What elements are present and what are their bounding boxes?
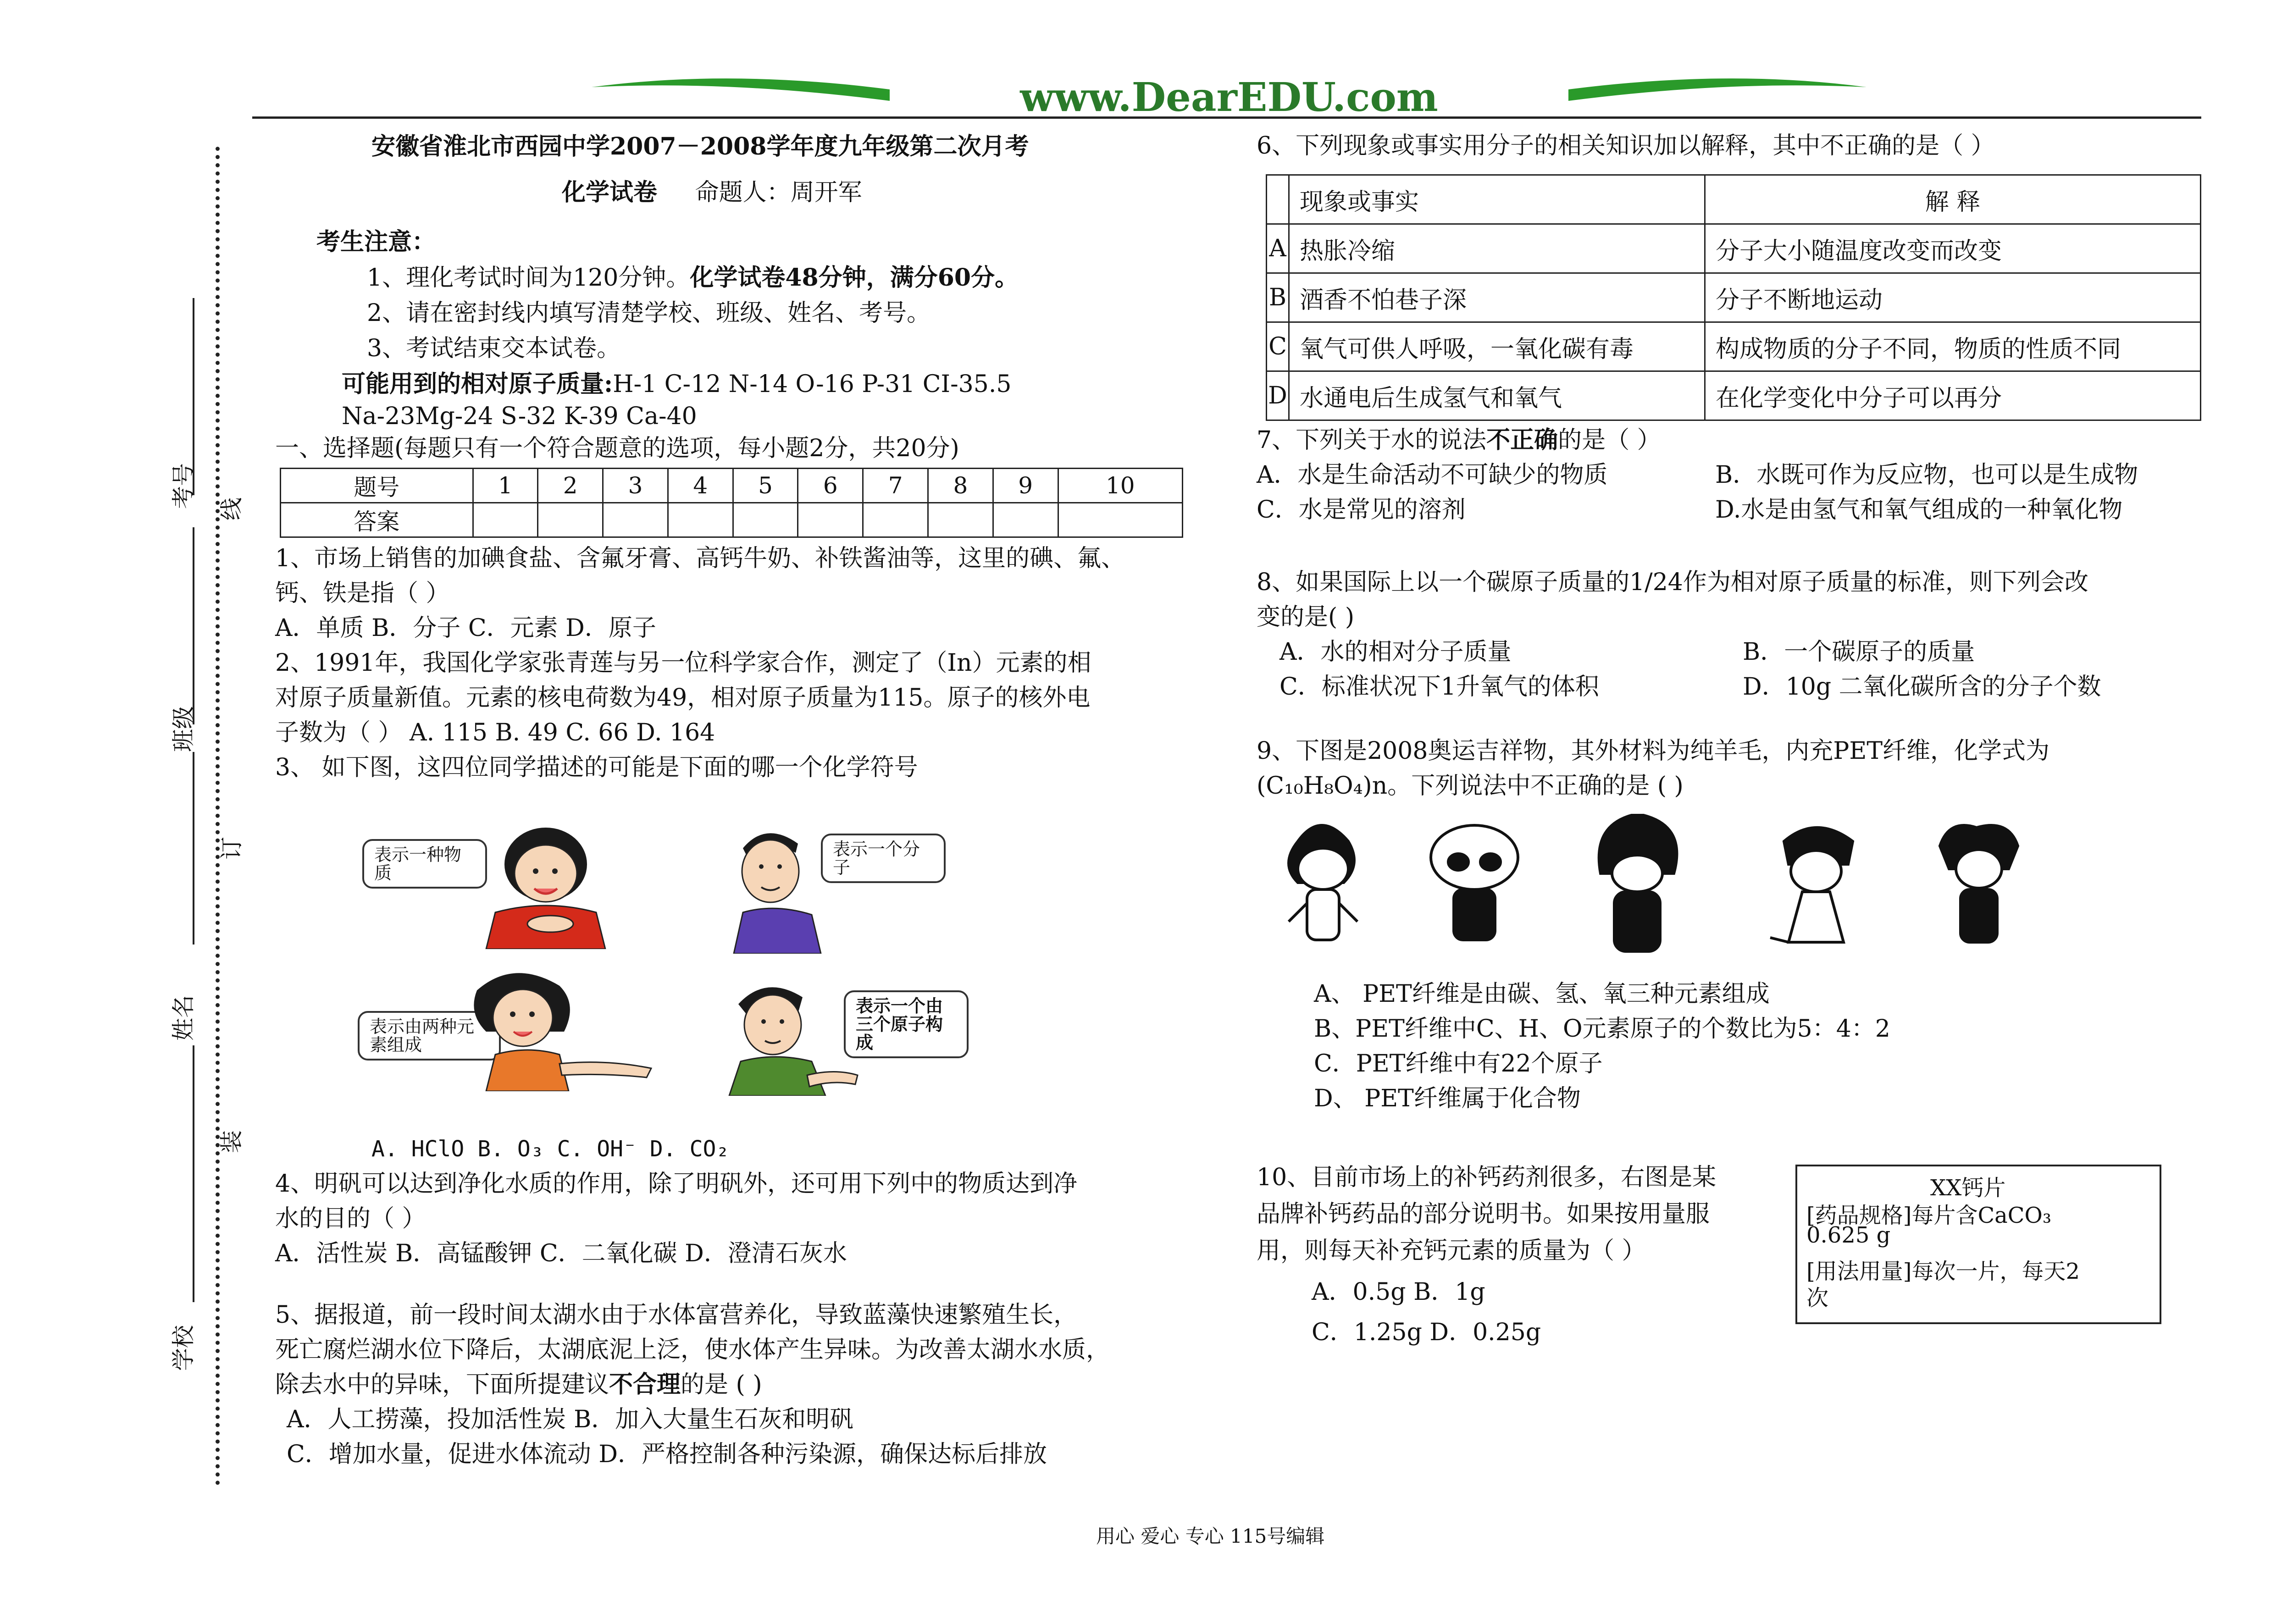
table-cell: B bbox=[1267, 273, 1289, 322]
q8-option-a: A．水的相对分子质量 bbox=[1279, 638, 1512, 666]
exam-subject: 化学试卷 命题人：周开军 bbox=[562, 178, 862, 206]
banji-label: 班级 bbox=[170, 706, 197, 752]
answer-table-row-number bbox=[281, 469, 1183, 503]
table-cell: 3 bbox=[603, 469, 668, 503]
q7-question: 7、下列关于水的说法不正确的是（ ） bbox=[1257, 426, 1661, 454]
table-cell: A bbox=[1267, 224, 1289, 273]
q9-option-c: C．PET纤维中有22个原子 bbox=[1314, 1050, 1603, 1077]
table-cell: 题号 bbox=[281, 469, 473, 503]
q7-option-b: B．水既可作为反应物，也可以是生成物 bbox=[1715, 461, 2138, 489]
answer-cell[interactable] bbox=[1058, 503, 1182, 537]
table-cell: 6 bbox=[798, 469, 863, 503]
table-row bbox=[1267, 371, 2201, 420]
q8-line1: 8、如果国际上以一个碳原子质量的1/24作为相对原子质量的标准，则下列会改 bbox=[1257, 569, 2088, 596]
table-cell: 现象或事实 bbox=[1289, 175, 1705, 224]
mascot-beibei bbox=[1289, 825, 1357, 940]
speech-bubble-4: 表示一个由三个原子构成 bbox=[844, 990, 969, 1058]
student-girl-2-illustration bbox=[459, 963, 660, 1091]
table-cell: 8 bbox=[928, 469, 993, 503]
answer-cell[interactable] bbox=[733, 503, 798, 537]
q9-line2: (C₁₀H₈O₄)n。下列说法中不正确的是 ( ) bbox=[1257, 772, 1684, 800]
q2-line1: 2、1991年，我国化学家张青莲与另一位科学家合作，测定了（In）元素的相 bbox=[275, 649, 1091, 677]
q6-table bbox=[1266, 174, 2201, 421]
q10-line3: 用，则每天补充钙元素的质量为（ ） bbox=[1257, 1237, 1646, 1265]
mascot-nini bbox=[1940, 825, 2018, 942]
q5-line3: 除去水中的异味，下面所提建议不合理的是 ( ) bbox=[275, 1370, 762, 1398]
q10-line1: 10、目前市场上的补钙药剂很多，右图是某 bbox=[1257, 1164, 1717, 1191]
q4-options: A．活性炭 B．高锰酸钾 C．二氧化碳 D．澄清石灰水 bbox=[275, 1240, 847, 1267]
student-girl-1-illustration bbox=[468, 821, 619, 949]
q7-option-a: A．水是生命活动不可缺少的物质 bbox=[1257, 461, 1608, 489]
answer-cell[interactable] bbox=[538, 503, 603, 537]
q8-option-d: D．10g 二氧化碳所含的分子个数 bbox=[1743, 673, 2101, 701]
table-cell: 水通电后生成氢气和氧气 bbox=[1289, 371, 1705, 420]
calcium-box-dosage-cont: 次 bbox=[1806, 1285, 1829, 1311]
q9-option-d: D、 PET纤维属于化合物 bbox=[1314, 1085, 1581, 1112]
notice-item-2: 2、请在密封线内填写清楚学校、班级、姓名、考号。 bbox=[367, 299, 931, 327]
logo-text: www.DearEDU.com bbox=[1020, 74, 1438, 121]
site-logo bbox=[592, 69, 1867, 128]
table-cell: 构成物质的分子不同，物质的性质不同 bbox=[1705, 322, 2201, 371]
q1-line2: 钙、铁是指（ ） bbox=[275, 580, 450, 607]
notice-item-3: 3、考试结束交本试卷。 bbox=[367, 335, 621, 362]
speech-bubble-2: 表示一个分子 bbox=[821, 834, 946, 883]
answer-cell[interactable] bbox=[928, 503, 993, 537]
exam-title: 安徽省淮北市西园中学2007－2008学年度九年级第二次月考 bbox=[371, 133, 1029, 160]
section1-heading: 一、选择题(每题只有一个符合题意的选项，每小题2分，共20分) bbox=[275, 435, 959, 462]
olympic-mascots-illustration bbox=[1270, 814, 2183, 965]
q5-options-cd: C．增加水量，促进水体流动 D．严格控制各种污染源，确保达标后排放 bbox=[287, 1441, 1047, 1468]
table-cell: 氧气可供人呼吸，一氧化碳有毒 bbox=[1289, 322, 1705, 371]
table-row bbox=[1267, 175, 2201, 224]
table-cell: 分子不断地运动 bbox=[1705, 273, 2201, 322]
q9-line1: 9、下图是2008奥运吉祥物，其外材料为纯羊毛，内充PET纤维，化学式为 bbox=[1257, 737, 2050, 765]
xingming-label: 姓名 bbox=[170, 995, 197, 1041]
xuexiao-blank bbox=[193, 1045, 194, 1302]
table-cell: 9 bbox=[993, 469, 1058, 503]
q10-options-cd: C．1.25g D．0.25g bbox=[1312, 1319, 1541, 1346]
binding-dotted-line bbox=[216, 147, 220, 1486]
answer-cell[interactable] bbox=[993, 503, 1058, 537]
table-cell: 酒香不怕巷子深 bbox=[1289, 273, 1705, 322]
table-cell: 1 bbox=[473, 469, 538, 503]
mascot-huanhuan bbox=[1599, 814, 1677, 951]
ding-mark: 订 bbox=[218, 837, 245, 860]
q5-options-ab: A．人工捞藻，投加活性炭 B．加入大量生石灰和明矾 bbox=[287, 1406, 854, 1433]
q5-line2: 死亡腐烂湖水位下降后，太湖底泥上泛，使水体产生异味。为改善太湖水水质， bbox=[275, 1336, 1110, 1364]
table-cell: 分子大小随温度改变而改变 bbox=[1705, 224, 2201, 273]
q8-option-c: C．标准状况下1升氧气的体积 bbox=[1279, 673, 1599, 701]
student-boy-2-illustration bbox=[715, 977, 862, 1096]
q1-line1: 1、市场上销售的加碘食盐、含氟牙膏、高钙牛奶、补铁酱油等，这里的碘、氟、 bbox=[275, 545, 1125, 572]
q7-option-d: D.水是由氢气和氧气组成的一种氧化物 bbox=[1715, 496, 2123, 524]
table-cell: 4 bbox=[668, 469, 733, 503]
table-cell: 在化学变化中分子可以再分 bbox=[1705, 371, 2201, 420]
table-cell: 5 bbox=[733, 469, 798, 503]
header-rule bbox=[252, 116, 2201, 119]
mascot-yingying bbox=[1770, 828, 1853, 942]
q6-question: 6、下列现象或事实用分子的相关知识加以解释，其中不正确的是（ ） bbox=[1257, 132, 1995, 160]
answer-cell[interactable] bbox=[798, 503, 863, 537]
notice-item-1: 1、理化考试时间为120分钟。化学试卷48分钟，满分60分。 bbox=[367, 264, 1019, 292]
table-cell bbox=[1267, 175, 1289, 224]
q5-line1: 5、据报道，前一段时间太湖水由于水体富营养化，导致蓝藻快速繁殖生长， bbox=[275, 1301, 1078, 1329]
table-cell: 热胀冷缩 bbox=[1289, 224, 1705, 273]
table-cell: 7 bbox=[863, 469, 928, 503]
q4-line1: 4、明矾可以达到净化水质的作用，除了明矾外，还可用下列中的物质达到净 bbox=[275, 1170, 1078, 1198]
q8-option-b: B．一个碳原子的质量 bbox=[1743, 638, 1975, 666]
q9-option-b: B、PET纤维中C、H、O元素原子的个数比为5：4：2 bbox=[1314, 1015, 1890, 1043]
calcium-tablet-label-box bbox=[1795, 1165, 2161, 1324]
page-footer: 用心 爱心 专心 115号编辑 bbox=[1096, 1525, 1325, 1547]
banji-blank bbox=[193, 527, 194, 724]
speech-bubble-1: 表示一种物质 bbox=[362, 839, 487, 889]
answer-cell[interactable] bbox=[603, 503, 668, 537]
calcium-box-title: XX钙片 bbox=[1930, 1175, 2006, 1201]
xingming-blank bbox=[193, 752, 194, 945]
answer-cell[interactable] bbox=[668, 503, 733, 537]
mascot-jingjing bbox=[1431, 825, 1518, 940]
table-row bbox=[1267, 273, 2201, 322]
answer-cell[interactable] bbox=[473, 503, 538, 537]
q8-line2: 变的是( ) bbox=[1257, 603, 1355, 631]
table-cell: D bbox=[1267, 371, 1289, 420]
student-boy-1-illustration bbox=[715, 821, 835, 954]
q3-options: A. HClO B. O₃ C. OH⁻ D. CO₂ bbox=[371, 1136, 730, 1162]
notice-title: 考生注意： bbox=[316, 228, 436, 256]
zhuang-mark: 装 bbox=[218, 1130, 245, 1153]
calcium-box-mass: 0.625 g bbox=[1806, 1222, 1891, 1248]
q4-line2: 水的目的（ ） bbox=[275, 1205, 426, 1232]
kaohao-label: 考号 bbox=[170, 463, 197, 509]
q7-option-c: C．水是常见的溶剂 bbox=[1257, 496, 1466, 524]
table-cell: 10 bbox=[1058, 469, 1182, 503]
answer-table bbox=[280, 468, 1183, 538]
answer-cell[interactable] bbox=[863, 503, 928, 537]
speech-bubble-3: 表示由两种元素组成 bbox=[358, 1011, 501, 1061]
table-cell: 答案 bbox=[281, 503, 473, 537]
table-row bbox=[1267, 224, 2201, 273]
table-cell: C bbox=[1267, 322, 1289, 371]
q1-options: A．单质 B．分子 C．元素 D．原子 bbox=[275, 614, 656, 642]
calcium-box-spec: [药品规格]每片含CaCO₃ bbox=[1806, 1203, 2052, 1228]
table-cell: 2 bbox=[538, 469, 603, 503]
q10-options-ab: A．0.5g B．1g bbox=[1312, 1278, 1485, 1306]
q2-line2: 对原子质量新值。元素的核电荷数为49，相对原子质量为115。原子的核外电 bbox=[275, 684, 1091, 712]
q3-line1: 3、 如下图，这四位同学描述的可能是下面的哪一个化学符号 bbox=[275, 754, 918, 781]
atomic-masses-line2: Na-23Mg-24 S-32 K-39 Ca-40 bbox=[342, 403, 697, 430]
calcium-box-dosage: [用法用量]每次一片，每天2 bbox=[1806, 1259, 2080, 1284]
atomic-masses-line1: 可能用到的相对原子质量:H-1 C-12 N-14 O-16 P-31 CI-35.5 bbox=[342, 370, 1012, 398]
answer-table-row-answer bbox=[281, 503, 1183, 537]
q10-line2: 品牌补钙药品的部分说明书。如果按用量服 bbox=[1257, 1200, 1710, 1228]
q2-line3: 子数为（ ） A. 115 B. 49 C. 66 D. 164 bbox=[275, 719, 715, 746]
q9-option-a: A、 PET纤维是由碳、氢、氧三种元素组成 bbox=[1314, 980, 1770, 1008]
table-row bbox=[1267, 322, 2201, 371]
xuexiao-label: 学校 bbox=[170, 1325, 197, 1371]
table-cell: 解 释 bbox=[1705, 175, 2201, 224]
xian-mark: 线 bbox=[218, 497, 245, 520]
